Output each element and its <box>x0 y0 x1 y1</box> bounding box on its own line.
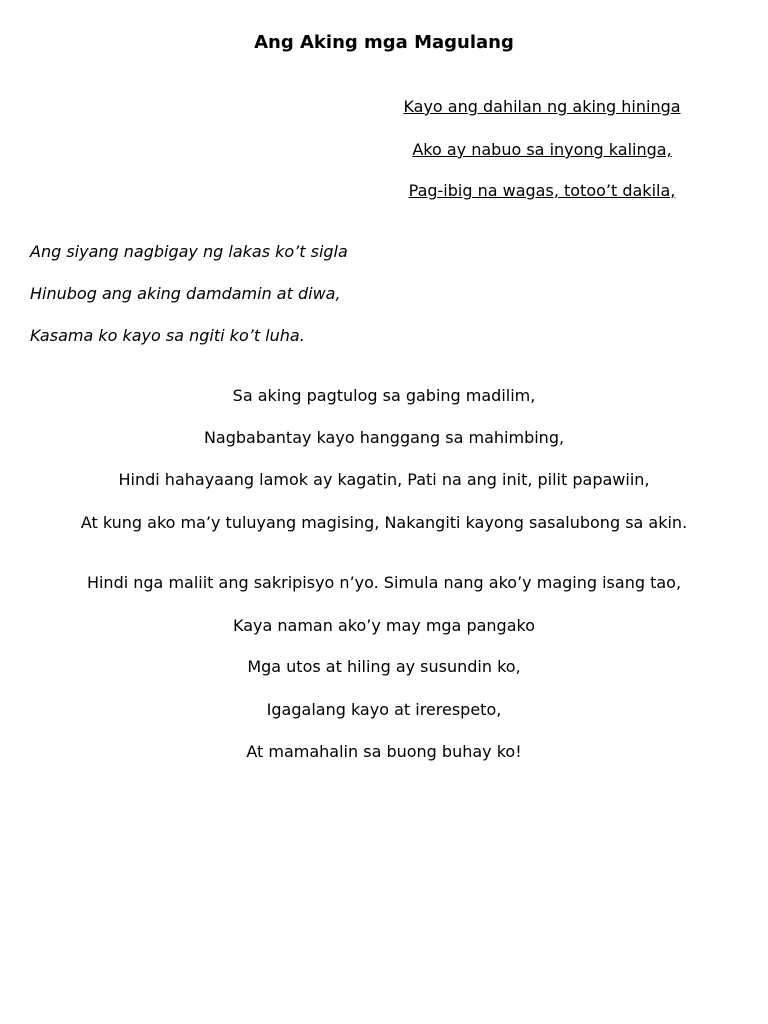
stanza3-line-2: Nagbabantay kayo hanggang sa mahimbing, <box>203 428 565 447</box>
stanza4-line-4: Igagalang kayo at irerespeto, <box>266 700 502 719</box>
stanza2-line-2: Hinubog ang aking damdamin at diwa, <box>30 284 341 303</box>
stanza1-line-1: Kayo ang dahilan ng aking hininga <box>403 97 681 116</box>
stanza2-line-3: Kasama ko kayo sa ngiti ko’t luha. <box>30 326 305 345</box>
stanza1-line-3: Pag-ibig na wagas, totoo’t dakila, <box>408 181 676 200</box>
stanza2-line-1: Ang siyang nagbigay ng lakas ko’t sigla <box>30 242 348 261</box>
poem-title: Ang Aking mga Magulang <box>254 32 514 53</box>
stanza4-line-3: Mga utos at hiling ay susundin ko, <box>247 657 521 676</box>
stanza3-line-3: Hindi hahayaang lamok ay kagatin, Pati na ang init, pilit papawiin, <box>118 470 650 489</box>
stanza4-line-5: At mamahalin sa buong buhay ko! <box>246 742 522 761</box>
stanza1-line-2: Ako ay nabuo sa inyong kalinga, <box>412 140 672 159</box>
stanza3-line-1: Sa aking pagtulog sa gabing madilim, <box>232 386 536 405</box>
stanza4-line-1: Hindi nga maliit ang sakripisyo n’yo. Simula nang ako’y maging isang tao, <box>86 573 682 592</box>
stanza3-line-4: At kung ako ma’y tuluyang magising, Nakangiti kayong sasalubong sa akin. <box>80 513 688 532</box>
stanza4-line-2: Kaya naman ako’y may mga pangako <box>233 616 535 635</box>
